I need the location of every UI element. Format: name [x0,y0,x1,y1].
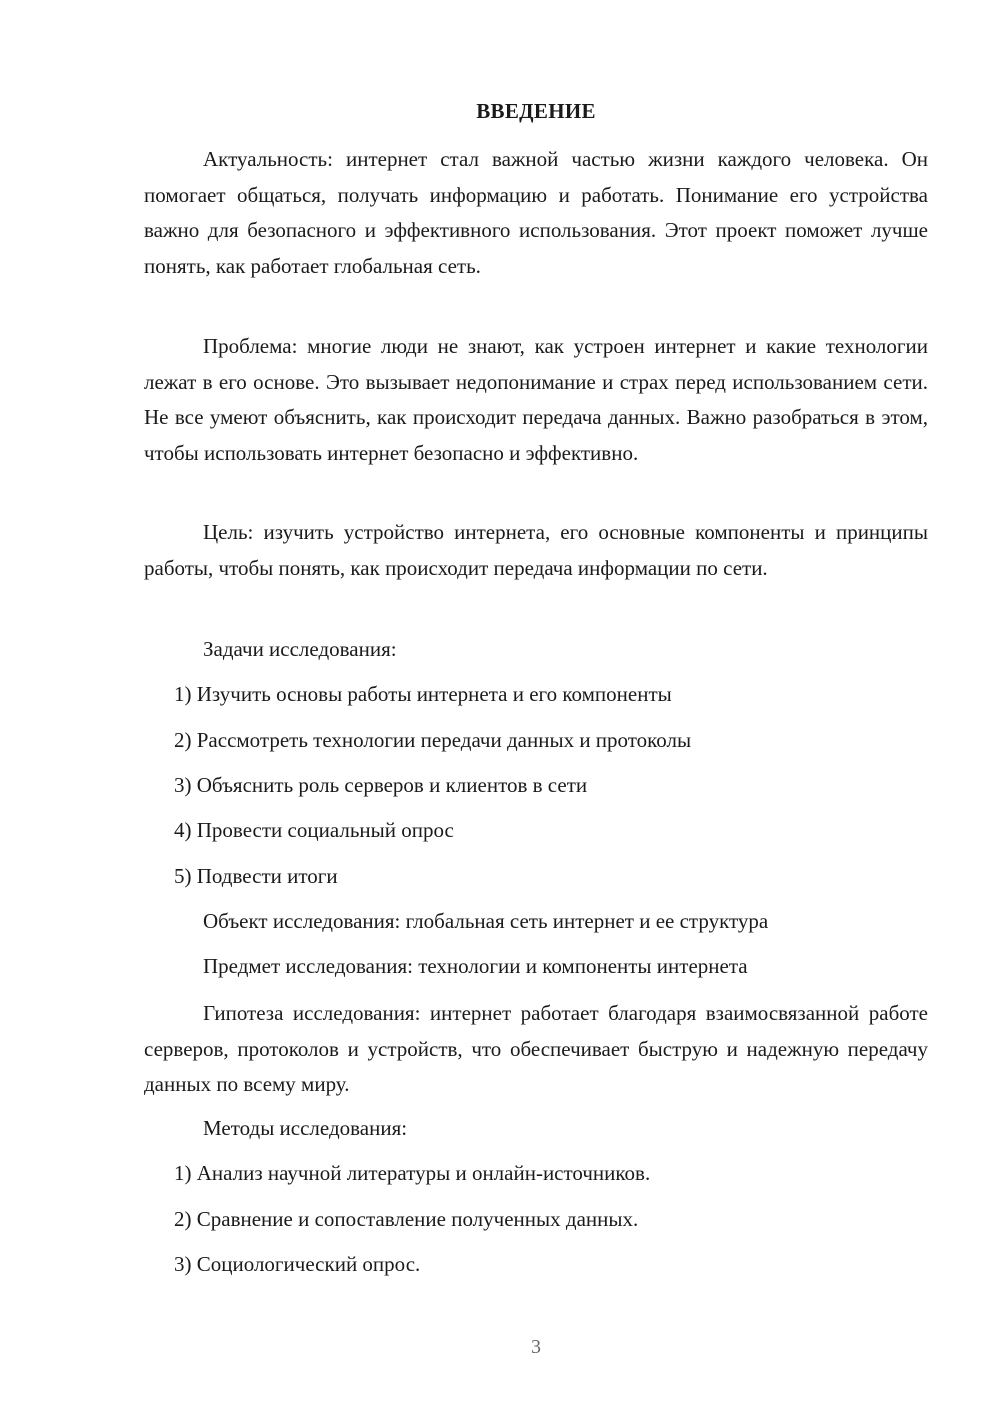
methods-heading: Методы исследования: [203,1116,408,1140]
research-subject: Предмет исследования: технологии и компоненты интернета [203,954,748,978]
page-number: 3 [531,1336,541,1358]
research-object: Объект исследования: глобальная сеть интернет и ее структура [203,909,769,933]
paragraph-relevance: Актуальность: интернет стал важной частью жизни каждого человека. Он помогает общаться, получать информацию и работать. Понимание его устройства важно для безопасного и эффективного использования. Этот проект поможет лучше понять, как работает глобальная сеть. [144,147,928,278]
page-title: ВВЕДЕНИЕ [476,99,596,123]
paragraph-problem: Проблема: многие люди не знают, как устроен интернет и какие технологии лежат в его основе. Это вызывает недопонимание и страх перед использованием сети. Не все умеют объяснить, как происходит передача данных. Важно разобраться в этом, чтобы использовать интернет безопасно и эффективно. [144,334,928,465]
method-item: 1) Анализ научной литературы и онлайн-источников. [174,1161,651,1185]
method-item: 2) Сравнение и сопоставление полученных данных. [174,1207,639,1231]
task-item: 1) Изучить основы работы интернета и его компоненты [174,682,672,706]
task-item: 3) Объяснить роль серверов и клиентов в сети [174,773,588,797]
task-item: 5) Подвести итоги [174,864,338,888]
paragraph-goal: Цель: изучить устройство интернета, его основные компоненты и принципы работы, чтобы понять, как происходит передача информации по сети. [144,520,928,580]
tasks-heading: Задачи исследования: [203,637,397,661]
task-item: 2) Рассмотреть технологии передачи данных и протоколы [174,728,692,752]
paragraph-hypothesis: Гипотеза исследования: интернет работает благодаря взаимосвязанной работе серверов, протоколов и устройств, что обеспечивает быструю и надежную передачу данных по всему миру. [144,1001,928,1096]
task-item: 4) Провести социальный опрос [174,818,454,842]
method-item: 3) Социологический опрос. [174,1252,421,1276]
